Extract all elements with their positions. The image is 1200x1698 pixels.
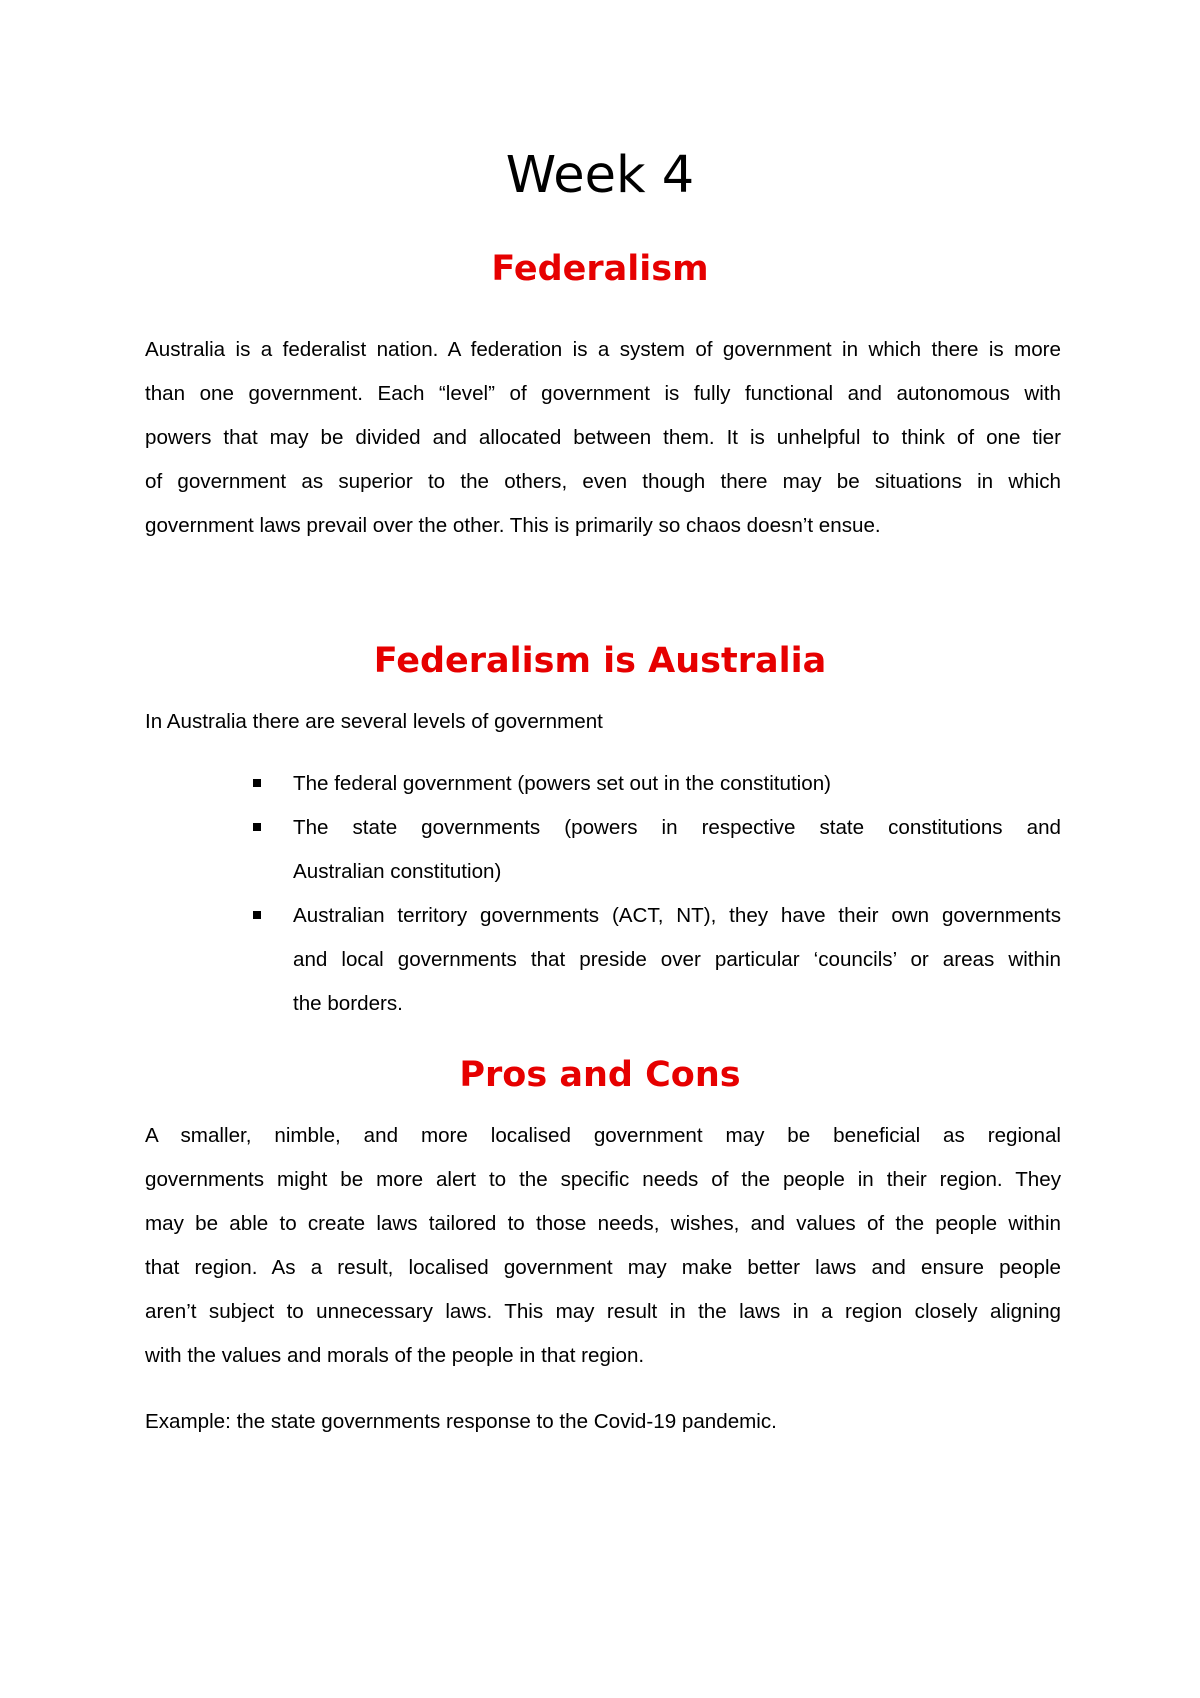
intro-text: In Australia there are several levels of government bbox=[145, 710, 603, 733]
list-item-line: The state governments (powers in respective state constitutions and bbox=[293, 816, 1061, 839]
example-note bbox=[145, 1400, 1061, 1444]
page-title: Week 4 bbox=[505, 146, 695, 205]
paragraph-line: of government as superior to the others, even though there may be situations in which bbox=[145, 470, 1061, 493]
heading-pros-and-cons: Pros and Cons bbox=[459, 1055, 741, 1095]
pros-cons-paragraph bbox=[145, 1114, 1061, 1378]
levels-intro bbox=[145, 700, 1061, 744]
heading-federalism-is-australia: Federalism is Australia bbox=[373, 641, 827, 681]
list-item-line: and local governments that preside over particular ‘councils’ or areas within bbox=[293, 948, 1061, 971]
square-bullet-icon bbox=[253, 823, 261, 831]
square-bullet-icon bbox=[253, 911, 261, 919]
government-levels-list bbox=[145, 762, 1061, 1026]
heading-federalism: Federalism bbox=[491, 249, 709, 289]
list-item-line: The federal government (powers set out in the constitution) bbox=[293, 772, 832, 795]
list-item bbox=[145, 806, 1061, 894]
federalism-paragraph bbox=[145, 328, 1061, 548]
paragraph-line: powers that may be divided and allocated between them. It is unhelpful to think of one tier bbox=[145, 426, 1061, 449]
list-item bbox=[145, 894, 1061, 1026]
paragraph-line: governments might be more alert to the specific needs of the people in their region. They bbox=[145, 1168, 1061, 1191]
paragraph-line: that region. As a result, localised government may make better laws and ensure people bbox=[145, 1256, 1061, 1279]
list-item-line: Australian constitution) bbox=[293, 860, 502, 883]
list-item-line: Australian territory governments (ACT, NT), they have their own governments bbox=[293, 904, 1061, 927]
paragraph-line: with the values and morals of the people in that region. bbox=[145, 1344, 645, 1367]
example-text: Example: the state governments response to the Covid-19 pandemic. bbox=[145, 1410, 777, 1433]
square-bullet-icon bbox=[253, 779, 261, 787]
paragraph-line: may be able to create laws tailored to those needs, wishes, and values of the people within bbox=[145, 1212, 1061, 1235]
list-item bbox=[145, 762, 1061, 806]
paragraph-line: than one government. Each “level” of government is fully functional and autonomous with bbox=[145, 382, 1061, 405]
paragraph-line: government laws prevail over the other. This is primarily so chaos doesn’t ensue. bbox=[145, 514, 881, 537]
paragraph-line: aren’t subject to unnecessary laws. This may result in the laws in a region closely aligning bbox=[145, 1300, 1061, 1323]
paragraph-line: A smaller, nimble, and more localised government may be beneficial as regional bbox=[145, 1124, 1061, 1147]
list-item-line: the borders. bbox=[293, 992, 403, 1015]
paragraph-line: Australia is a federalist nation. A federation is a system of government in which there is more bbox=[145, 338, 1061, 361]
